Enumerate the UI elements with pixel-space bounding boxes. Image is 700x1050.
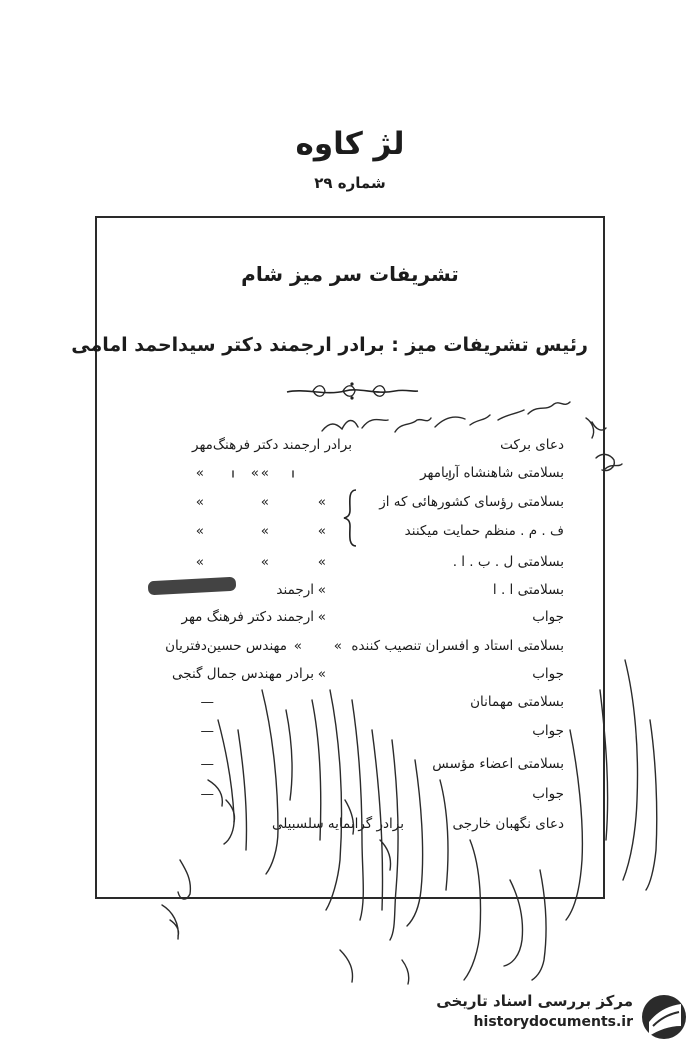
ditto-mark: »: [317, 494, 326, 510]
ditto-mark: »: [333, 638, 342, 654]
ditto-mark: »: [293, 638, 302, 654]
toast-row: بسلامتی استاد و افسران تنصیب کننده » » مهندس حسین‌دفتریان: [165, 638, 564, 654]
ditto-mark: »: [195, 554, 204, 570]
dash-mark: —: [200, 694, 214, 710]
ditto-mark: »: [260, 465, 269, 481]
dash-mark: —: [200, 756, 214, 772]
toast-row: بسلامتی رؤسای کشورهائی که از » » »: [195, 494, 564, 510]
toast-row: جواب —: [200, 723, 564, 739]
toast-row: دعای نگهبان خارجی برادر گرانمایه سلسبیلی: [271, 816, 564, 832]
ditto-mark: »: [250, 465, 259, 481]
book-logo-icon: [637, 992, 691, 1042]
watermark-logo: [436, 990, 695, 1045]
lodge-title: لژ کاوه: [295, 126, 405, 162]
toast-row: جواب » ارجمند دکتر فرهنگ مهر: [181, 609, 564, 625]
ditto-mark: »: [260, 523, 269, 539]
ditto-mark: »: [195, 494, 204, 510]
watermark-name: مرکز بررسی اسناد تاریخی: [436, 992, 633, 1010]
ditto-mark: »: [317, 609, 326, 625]
dash-mark: —: [200, 786, 214, 802]
watermark-url: historydocuments.ir: [473, 1014, 633, 1030]
lodge-number: شماره ۲۹: [314, 174, 386, 192]
ditto-mark: »: [260, 554, 269, 570]
toast-row: دعای برکت برادر ارجمند دکتر فرهنگ‌مهر: [192, 437, 564, 453]
toast-row: بسلامتی ل . ب . ا . » » »: [195, 554, 564, 570]
dash-mark: —: [200, 723, 214, 739]
toast-row: بسلامتی ا . ا » ارجمند: [276, 582, 564, 598]
menu-heading: تشریفات سر میز شام: [241, 262, 459, 286]
ditto-mark: »: [317, 523, 326, 539]
toast-row: جواب » برادر مهندس جمال گنجی: [172, 666, 564, 682]
toast-row: بسلامتی اعضاء مؤسس —: [200, 756, 564, 772]
ditto-mark: »: [260, 494, 269, 510]
toast-row: بسلامتی مهمانان —: [200, 694, 564, 710]
toast-row: جواب —: [200, 786, 564, 802]
toast-row: بسلامتی شاهنشاه آریامهر » » »: [195, 465, 564, 481]
ditto-mark: »: [195, 465, 204, 481]
ditto-mark: »: [317, 666, 326, 682]
ditto-mark: »: [195, 523, 204, 539]
ditto-mark: »: [317, 582, 326, 598]
toast-row: ف . م . منظم حمایت میکنند » » »: [195, 523, 564, 539]
chair-line: رئیس تشریفات میز : برادر ارجمند دکتر سیداحمد امامی: [71, 334, 588, 356]
ditto-mark: »: [317, 554, 326, 570]
